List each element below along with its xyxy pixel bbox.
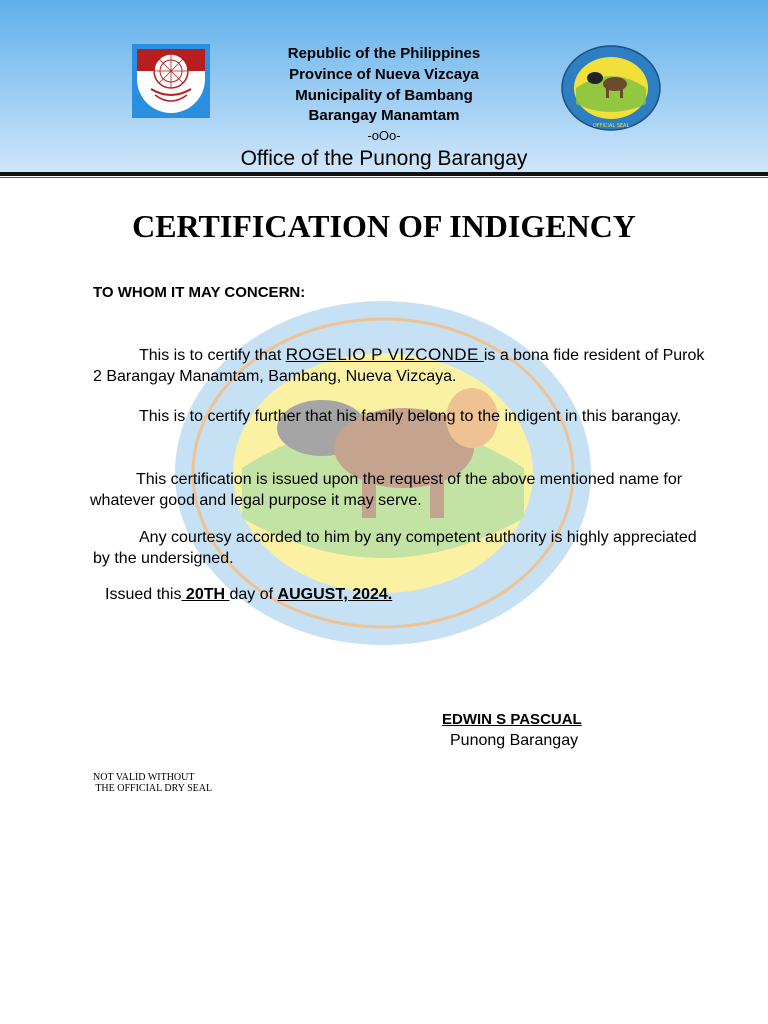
issued-line xyxy=(105,586,392,604)
letterhead-divider xyxy=(0,172,768,176)
municipal-emblem-icon xyxy=(137,49,205,113)
header-republic: Republic of the Philippines xyxy=(287,45,481,62)
document-title: CERTIFICATION OF INDIGENCY xyxy=(132,208,636,244)
issued-day: 20TH xyxy=(181,586,230,603)
p3-text: This certification is issued upon the request of the above mentioned name for whatever good and legal purpose it may serve. xyxy=(90,471,683,509)
paragraph-courtesy xyxy=(93,527,713,569)
paragraph-residency xyxy=(93,344,713,387)
header-municipality: Municipality of Bambang xyxy=(295,87,473,104)
letterhead-divider-thin xyxy=(0,177,768,178)
signatory-position: Punong Barangay xyxy=(450,732,579,749)
signatory-name: EDWIN S PASCUAL xyxy=(442,711,582,728)
dry-seal-note xyxy=(93,772,212,794)
issued-mid: day of xyxy=(229,586,278,603)
issued-prefix: Issued this xyxy=(105,586,182,603)
office-title: Office of the Punong Barangay xyxy=(240,147,528,170)
resident-name: ROGELIO P VIZCONDE xyxy=(285,345,484,364)
header-province: Province of Nueva Vizcaya xyxy=(289,66,479,83)
p1-prefix: This is to certify that xyxy=(139,347,286,364)
seal-bottom-label: OFFICIAL SEAL xyxy=(592,123,630,129)
issued-month: AUGUST, 2024. xyxy=(277,586,393,603)
paragraph-purpose xyxy=(90,469,710,511)
header-barangay: Barangay Manamtam xyxy=(308,107,460,124)
p4-text: Any courtesy accorded to him by any competent authority is highly appreciated by the undersigned. xyxy=(93,529,697,567)
municipal-logo xyxy=(132,44,210,118)
paragraph-indigency xyxy=(93,406,713,427)
salutation: TO WHOM IT MAY CONCERN: xyxy=(93,284,306,301)
p1-suffix: is a bona fide resident of Purok 2 Barangay Manamtam, Bambang, Nueva Vizcaya. xyxy=(93,347,705,385)
p2-text: This is to certify further that his family belong to the indigent in this barangay. xyxy=(139,408,682,425)
header-separator: -oOo- xyxy=(367,128,401,143)
note-line-1: NOT VALID WITHOUT xyxy=(93,772,195,783)
note-line-2: THE OFFICIAL DRY SEAL xyxy=(93,783,213,794)
barangay-seal-icon xyxy=(560,44,662,132)
